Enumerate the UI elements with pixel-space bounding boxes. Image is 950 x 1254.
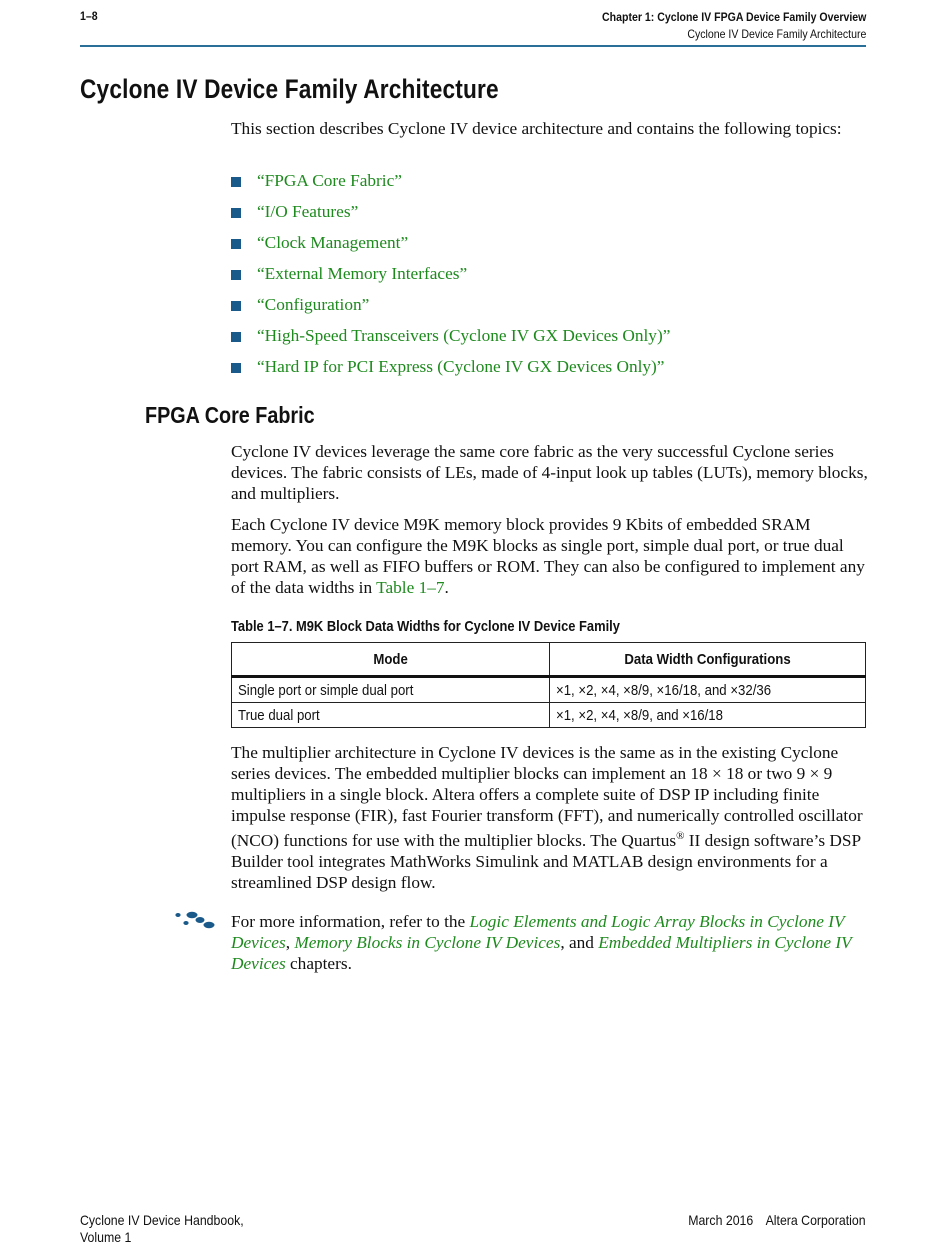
bullet-square-icon (231, 332, 241, 342)
multiplier-text-end: II design software’s DSP Builder tool integrates MathWorks Simulink and MATLAB design environments for a streamlined DSP design flow. (231, 830, 861, 892)
period: . (444, 578, 449, 597)
topic-link[interactable]: “I/O Features” (257, 202, 359, 221)
data-width-table (231, 642, 866, 728)
multiplier-paragraph (231, 742, 871, 893)
column-header-mode: Mode (232, 643, 550, 677)
table-cell: Single port or simple dual port (232, 677, 550, 703)
table-header-row (232, 643, 866, 677)
table-caption: Table 1–7. M9K Block Data Widths for Cyclone IV Device Family (231, 618, 620, 635)
table-cell: True dual port (232, 703, 550, 728)
topic-link[interactable]: “Clock Management” (257, 233, 409, 252)
separator: , (285, 933, 295, 952)
bullet-square-icon (231, 239, 241, 249)
bullet-square-icon (231, 363, 241, 373)
handbook-title: Cyclone IV Device Handbook, (80, 1212, 244, 1228)
topic-link[interactable]: “Configuration” (257, 295, 370, 314)
volume-label: Volume 1 (80, 1229, 132, 1245)
header-rule (80, 45, 866, 47)
bullet-square-icon (231, 270, 241, 280)
intro-paragraph: This section describes Cyclone IV device architecture and contains the following topics: (231, 119, 842, 138)
page-title: Cyclone IV Device Family Architecture (80, 74, 499, 104)
note-text-end: chapters. (285, 954, 352, 973)
topic-link[interactable]: “FPGA Core Fabric” (257, 171, 402, 190)
publication-date: March 2016 (688, 1212, 754, 1228)
note-paragraph (231, 911, 871, 974)
table-row (232, 703, 866, 728)
footer-left (80, 1212, 244, 1246)
m9k-text: Each Cyclone IV device M9K memory block provides 9 Kbits of embedded SRAM memory. You can configure the M9K blocks as single port, simple dual port, or true dual port RAM, as well as FIFO buffers or ROM. They can also be configured to implement any of the data widths in (231, 515, 865, 597)
registered-mark: ® (676, 830, 685, 842)
running-header (602, 9, 866, 43)
multiplier-text: The multiplier architecture in Cyclone IV devices is the same as in the existing Cyclone series devices. The embedded multiplier blocks can implement an 18 × 18 or two 9 × 9 multipliers in a single block. Altera offers a complete suite of DSP IP including finite impulse response (FIR), fast Fourier transform (FFT), and numerically controlled oscillator (NCO) functions for use with the multiplier blocks. The Quartus (231, 743, 863, 850)
column-header-width: Data Width Configurations (550, 643, 866, 677)
table-cell: ×1, ×2, ×4, ×8/9, and ×16/18 (550, 703, 866, 728)
table-row (232, 677, 866, 703)
separator: , and (560, 933, 599, 952)
footprints-note-icon (173, 910, 217, 932)
footer-right (689, 1212, 866, 1228)
bullet-square-icon (231, 208, 241, 218)
embedded-multipliers-link[interactable]: Embedded Multipliers in Cyclone IV Devices (231, 933, 852, 973)
bullet-square-icon (231, 177, 241, 187)
logic-elements-link[interactable]: Logic Elements and Logic Array Blocks in Cyclone IV Devices (231, 912, 845, 952)
page-number: 1–8 (80, 9, 98, 23)
table-reference-link[interactable]: Table 1–7 (376, 578, 445, 597)
m9k-paragraph (231, 514, 871, 598)
table-cell: ×1, ×2, ×4, ×8/9, ×16/18, and ×32/36 (550, 677, 866, 703)
section-heading: FPGA Core Fabric (145, 402, 315, 428)
section-title: Cyclone IV Device Family Architecture (687, 27, 866, 41)
bullet-square-icon (231, 301, 241, 311)
topic-link[interactable]: “High-Speed Transceivers (Cyclone IV GX Devices Only)” (257, 326, 671, 345)
memory-blocks-link[interactable]: Memory Blocks in Cyclone IV Devices (294, 933, 561, 952)
topic-link[interactable]: “External Memory Interfaces” (257, 264, 468, 283)
note-text: For more information, refer to the (231, 912, 470, 931)
company-name: Altera Corporation (766, 1212, 866, 1228)
topic-link[interactable]: “Hard IP for PCI Express (Cyclone IV GX Devices Only)” (257, 357, 665, 376)
chapter-title: Chapter 1: Cyclone IV FPGA Device Family Overview (601, 10, 866, 24)
core-fabric-paragraph: Cyclone IV devices leverage the same core fabric as the very successful Cyclone series devices. The fabric consists of LEs, made of 4-input look up tables (LUTs), memory blocks, and multipliers. (231, 442, 868, 503)
